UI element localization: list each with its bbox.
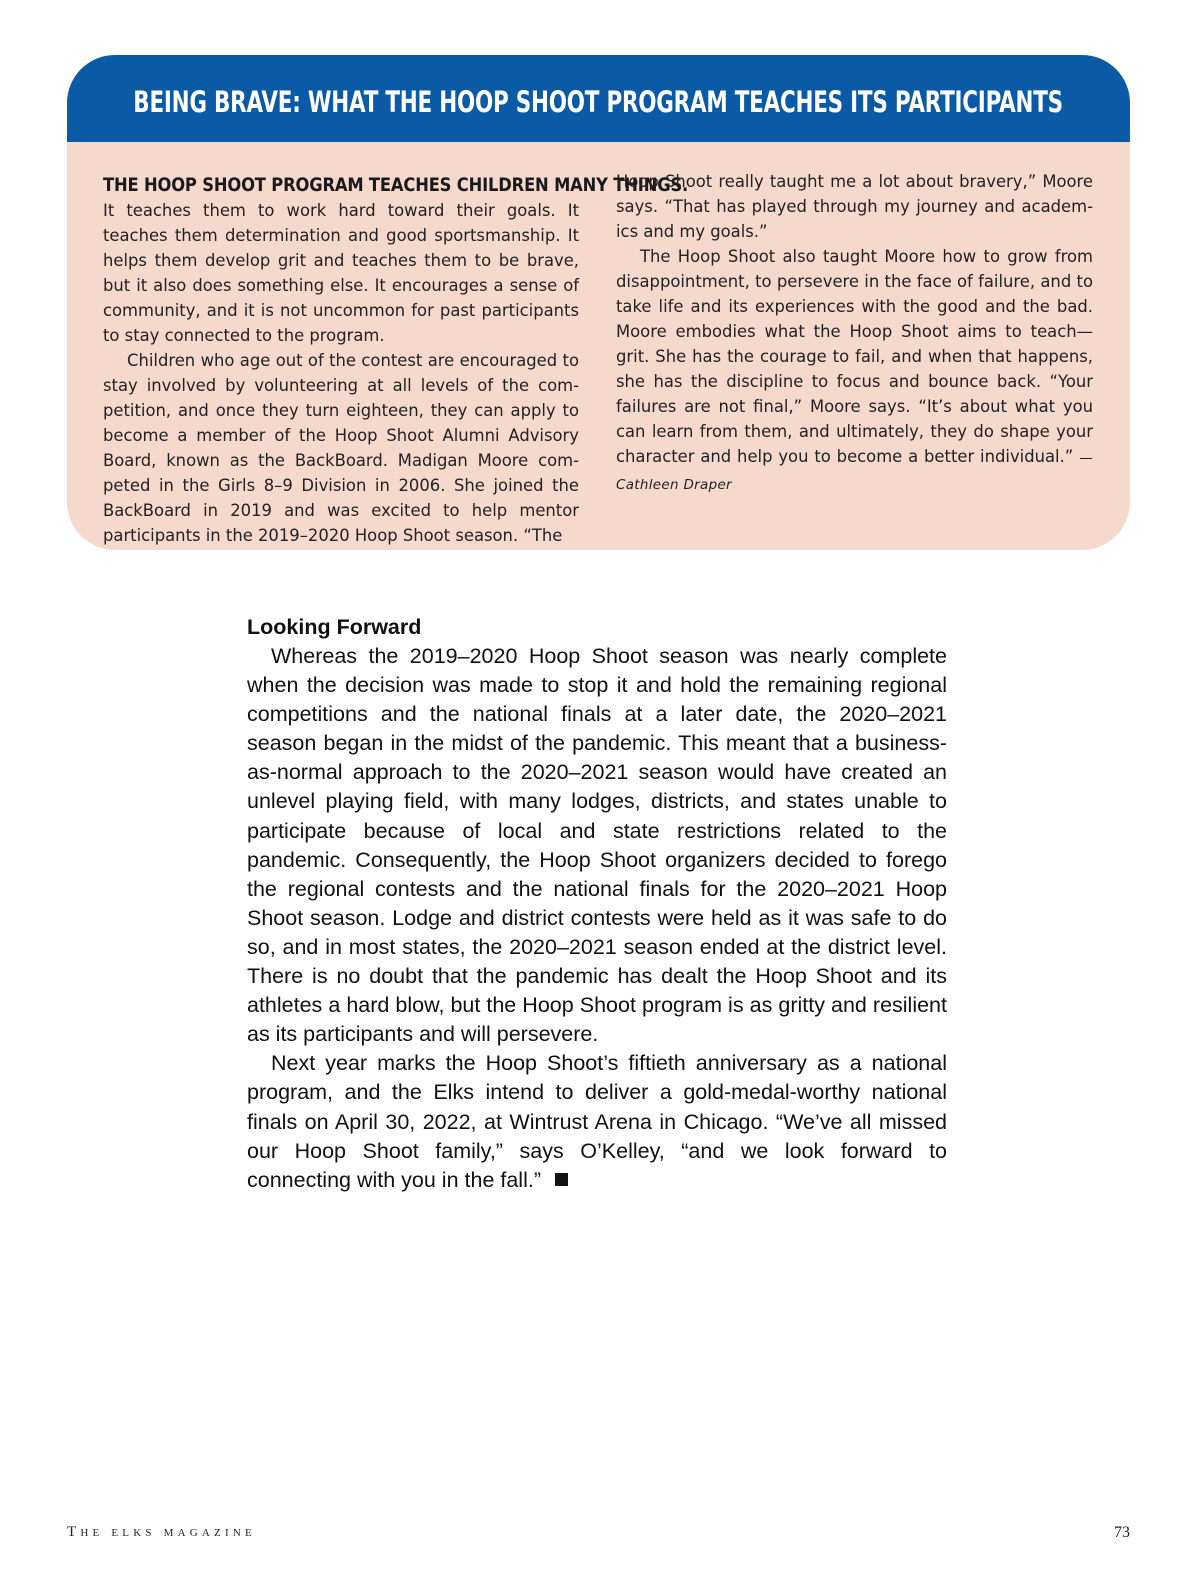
- article-body: [247, 613, 947, 1195]
- sidebar-paragraph-3-text: The Hoop Shoot also taught Moore how to grow from disappointment, to persevere in the face of failure, and to take life and its experiences with the good and the bad. Moore embodies what the Hoop Shoot aims to teach—grit. She has the courage to fail, and when that happens, she has the discipline to focus and bounce back. “Your failures are not final,” Moore says. “It’s about what you can learn from them, and ultimately, they do shape your character and help you to become a better individual.”: [616, 247, 1093, 466]
- article-paragraph-2-text: Next year marks the Hoop Shoot’s fiftieth anniversary as a national program, and the Elks intend to deliver a gold-medal-worthy national finals on April 30, 2022, at Wintrust Arena in Chicago. “We’ve all missed our Hoop Shoot family,” says O’Kelley, “and we look forward to connecting with you in the fall.”: [247, 1051, 947, 1192]
- section-heading: Looking Forward: [247, 615, 422, 639]
- sidebar-paragraph-2: Children who age out of the contest are encouraged to stay involved by volunteering at all levels of the competition, and once they turn eighteen, they can apply to become a member of the Hoop Shoot Alumni Advisory Board, known as the BackBoard. Madigan Moore competed in the Girls 8–9 Division in 2006. She joined the BackBoard in 2019 and was excited to help mentor participants in the 2019–2020 Hoop Shoot season. “The: [103, 351, 579, 545]
- page-number: 73: [1114, 1524, 1130, 1541]
- magazine-name: The elks magazine: [67, 1524, 256, 1540]
- sidebar-box: [67, 55, 1130, 550]
- sidebar-column-right: [616, 169, 1093, 498]
- sidebar-paragraph-1: It teaches them to work hard toward their goals. It teaches them determination and good sportsmanship. It helps them develop grit and teaches them to be brave, but it also does something else. It encourages a sense of community, and it is not uncommon for past participants to stay connected to the program.: [103, 201, 579, 345]
- sidebar-column-left: [103, 172, 689, 548]
- article-paragraph-2: [247, 1049, 947, 1194]
- article-paragraph-1: Whereas the 2019–2020 Hoop Shoot season was nearly complete when the decision was made to stop it and hold the remaining regional competitions and the national finals at a later date, the 2020–2021 season began in the midst of the pandemic. This meant that a business-as-normal approach to the 2020–2021 season would have created an unlevel playing field, with many lodges, districts, and states unable to participate because of local and state restrictions related to the pandemic. Consequently, the Hoop Shoot organizers decided to forego the regional contests and the national finals for the 2020–2021 Hoop Shoot season. Lodge and district contests were held as it was safe to do so, and in most states, the 2020–2021 season ended at the district level. There is no doubt that the pandemic has dealt the Hoop Shoot and its athletes a hard blow, but the Hoop Shoot program is as gritty and resilient as its participants and will persevere.: [247, 644, 947, 1047]
- end-of-article-icon: [555, 1173, 568, 1186]
- sidebar-header: [67, 55, 1130, 142]
- byline: —Cathleen Draper: [616, 450, 1093, 493]
- sidebar-paragraph-3: [616, 244, 1093, 498]
- sidebar-title: BEING BRAVE: WHAT THE HOOP SHOOT PROGRAM TEACHES ITS PARTICIPANTS: [133, 84, 1064, 119]
- sidebar-paragraph-2-continued: Hoop Shoot really taught me a lot about bravery,” Moore says. “That has played through my journey and academics and my goals.”: [616, 172, 1093, 241]
- sidebar-lead: THE HOOP SHOOT PROGRAM TEACHES CHILDREN MANY THINGS.: [103, 174, 689, 196]
